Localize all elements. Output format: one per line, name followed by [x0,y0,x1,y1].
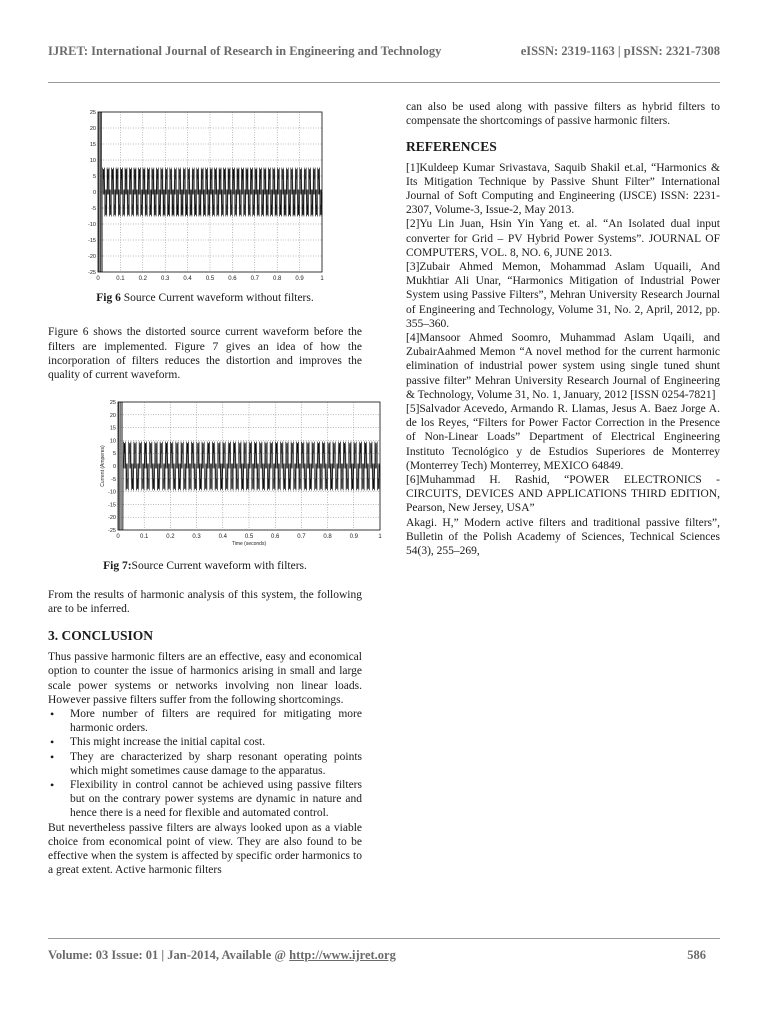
y-tick-label: -20 [88,254,96,260]
x-tick-label: 0.9 [295,276,304,282]
y-tick-label: -15 [108,502,116,509]
conclusion-paragraph: Thus passive harmonic filters are an effective, easy and economical option to counter the issue of harmonics arising in small and large scale power systems or networks involving non linear loads. However passive filters suffer from the following shortcomings. [48,651,362,706]
x-tick-label: 0.3 [161,276,170,282]
page-number: 586 [687,948,706,962]
closing-paragraph: But nevertheless passive filters are always looked upon as a viable choice from economical point of view. They are also found to be effective when the system is affected by specific order harmonics to a great extent. Active harmonic filters [48,821,362,877]
y-axis-label: Current (Amperes) [100,445,106,487]
journal-link[interactable]: http://www.ijret.org [289,948,396,962]
y-tick-label: 0 [112,464,116,471]
continuation-paragraph: can also be used along with passive filters as hybrid filters to compensate the shortcomings of passive harmonic filters. [406,101,720,128]
journal-title: IJRET: International Journal of Research in Engineering and Technology [48,44,442,58]
y-tick-label: 15 [89,142,96,148]
x-tick-label: 0.4 [183,276,192,282]
x-tick-label: 1 [378,534,382,541]
y-tick-label: 0 [92,190,96,196]
fig7-label: Fig 7: [103,560,132,573]
x-tick-label: 0.6 [271,534,280,541]
y-tick-label: 25 [89,110,96,116]
x-tick-label: 0 [116,534,120,541]
y-tick-label: -10 [108,489,116,496]
para-harmonic-results: From the results of harmonic analysis of this system, the following are to be inferred. [48,588,362,615]
x-tick-label: 0.5 [205,276,215,282]
x-tick-label: 0.3 [192,534,201,541]
y-tick-label: -25 [88,270,96,276]
x-tick-label: 0.8 [273,276,282,282]
x-tick-label: 0.6 [228,276,237,282]
para-figure-description: Figure 6 shows the distorted source current waveform before the filters are implemented. Figure 7 gives an idea of how the incorporation of filters reduces the distortion and improves the quality of current waveform. [48,326,362,382]
footer-volume: Volume: 03 Issue: 01 | Jan-2014, Available @ [48,948,290,962]
x-tick-label: 0.2 [166,534,175,541]
list-item: • This might increase the initial capital cost. [48,735,362,749]
fig7-caption [48,559,362,573]
x-tick-label: 0.1 [116,276,125,282]
y-tick-label: 5 [92,174,96,180]
y-tick-label: 25 [109,400,116,407]
x-tick-label: 0 [96,276,100,282]
reference-item: [6]Muhammad H. Rashid, “POWER ELECTRONICS - CIRCUITS, DEVICES AND APPLICATIONS THIRD EDITION, Pearson, New Jersey, USA” [406,474,720,515]
references-list [406,161,720,559]
y-tick-label: -10 [88,222,96,228]
list-item: • More number of filters are required for mitigating more harmonic orders. [48,707,362,735]
reference-item: [2]Yu Lin Juan, Hsin Yin Yang et. al. “An Isolated dual input converter for Grid – PV Hybrid Power Systems”. JOURNAL OF COMPUTERS, VOL. 8, NO. 6, JUNE 2013. [406,218,720,259]
x-tick-label: 0.7 [250,276,259,282]
reference-item: [3]Zubair Ahmed Memon, Mohammad Aslam Uquaili, And Mukhtiar Ali Unar, “Harmonics Mitigation of Industrial Power System using Passive Filters”, Mehran University Research Journal of Engineering and Technology, Volume 31, No. 2, April, 2012, pp. 355–360. [406,261,720,330]
fig7-chart [48,400,382,552]
figure-6 [48,104,362,305]
y-tick-label: 10 [109,438,116,445]
x-tick-label: 0.1 [140,534,149,541]
issn: eISSN: 2319-1163 | pISSN: 2321-7308 [520,44,720,58]
list-item: • They are characterized by sharp resonant operating points which might sometimes cause damage to the apparatus. [48,750,362,778]
references-heading: REFERENCES [406,139,497,155]
shortcomings-list [48,707,362,821]
x-tick-label: 0.2 [138,276,147,282]
x-axis-label: Time (seconds) [231,541,267,548]
y-tick-label: -5 [111,477,116,484]
fig6-caption [48,291,362,305]
figure-7 [48,400,382,573]
fig6-caption-text: Source Current waveform without filters. [120,292,314,305]
y-tick-label: 10 [89,158,96,164]
x-tick-label: 1 [320,276,324,282]
fig7-caption-text: Source Current waveform with filters. [131,560,307,573]
y-tick-label: -20 [108,515,116,522]
reference-item: [4]Mansoor Ahmed Soomro, Muhammad Aslam Uqaili, and ZubairAahmed Memon “A novel method for the current harmonic elimination of industrial power system using single tuned shunt passive filter” Mehran University Research Journal of Engineering & Technology, Volume 31, No. 1, January, 2012 [ISSN 0254-7821] [406,332,720,401]
fig6-chart [48,104,362,284]
right-column [406,100,720,558]
list-item: • Flexibility in control cannot be achieved using passive filters but on the contrary power systems are dynamic in nature and hence there is a need for flexible and automated control. [48,778,362,821]
y-tick-label: -5 [91,206,96,212]
x-tick-label: 0.9 [349,534,358,541]
y-tick-label: 20 [109,413,116,420]
y-tick-label: 20 [89,126,96,132]
fig6-label: Fig 6 [96,292,121,305]
footer-rule [48,938,720,939]
x-tick-label: 0.4 [218,534,227,541]
left-column [48,100,382,877]
page-footer [48,948,720,963]
y-tick-label: -15 [88,238,96,244]
y-tick-label: 5 [112,451,116,458]
reference-item: Akagi. H,” Modern active filters and traditional passive filters”, Bulletin of the Polish Academy of Sciences, Technical Sciences 54(3), 255–269, [406,516,720,558]
y-tick-label: 15 [109,425,116,432]
x-tick-label: 0.7 [297,534,306,541]
y-tick-label: -25 [108,528,116,535]
reference-item: [5]Salvador Acevedo, Armando R. Llamas, Jesus A. Baez Jorge A. de los Reyes, “Filters for Power Factor Correction in the Presence of Non-Linear Loads” Department of Electrical Engineering Instituto Tecnológico y de Estudios Superiores de Monterrey (Monterrey Tech) Monterrey, MEXICO 64849. [406,403,720,472]
x-tick-label: 0.5 [244,534,254,541]
conclusion-heading: 3. CONCLUSION [48,628,154,644]
header-rule [48,82,720,83]
x-tick-label: 0.8 [323,534,332,541]
reference-item: [1]Kuldeep Kumar Srivastava, Saquib Shakil et.al, “Harmonics & Its Mitigation Technique by Passive Shunt Filter” International Journal of Soft Computing and Engineering (IJSCE) ISSN: 2231-2307, Volume-3, Issue-2, May 2013. [406,161,720,217]
